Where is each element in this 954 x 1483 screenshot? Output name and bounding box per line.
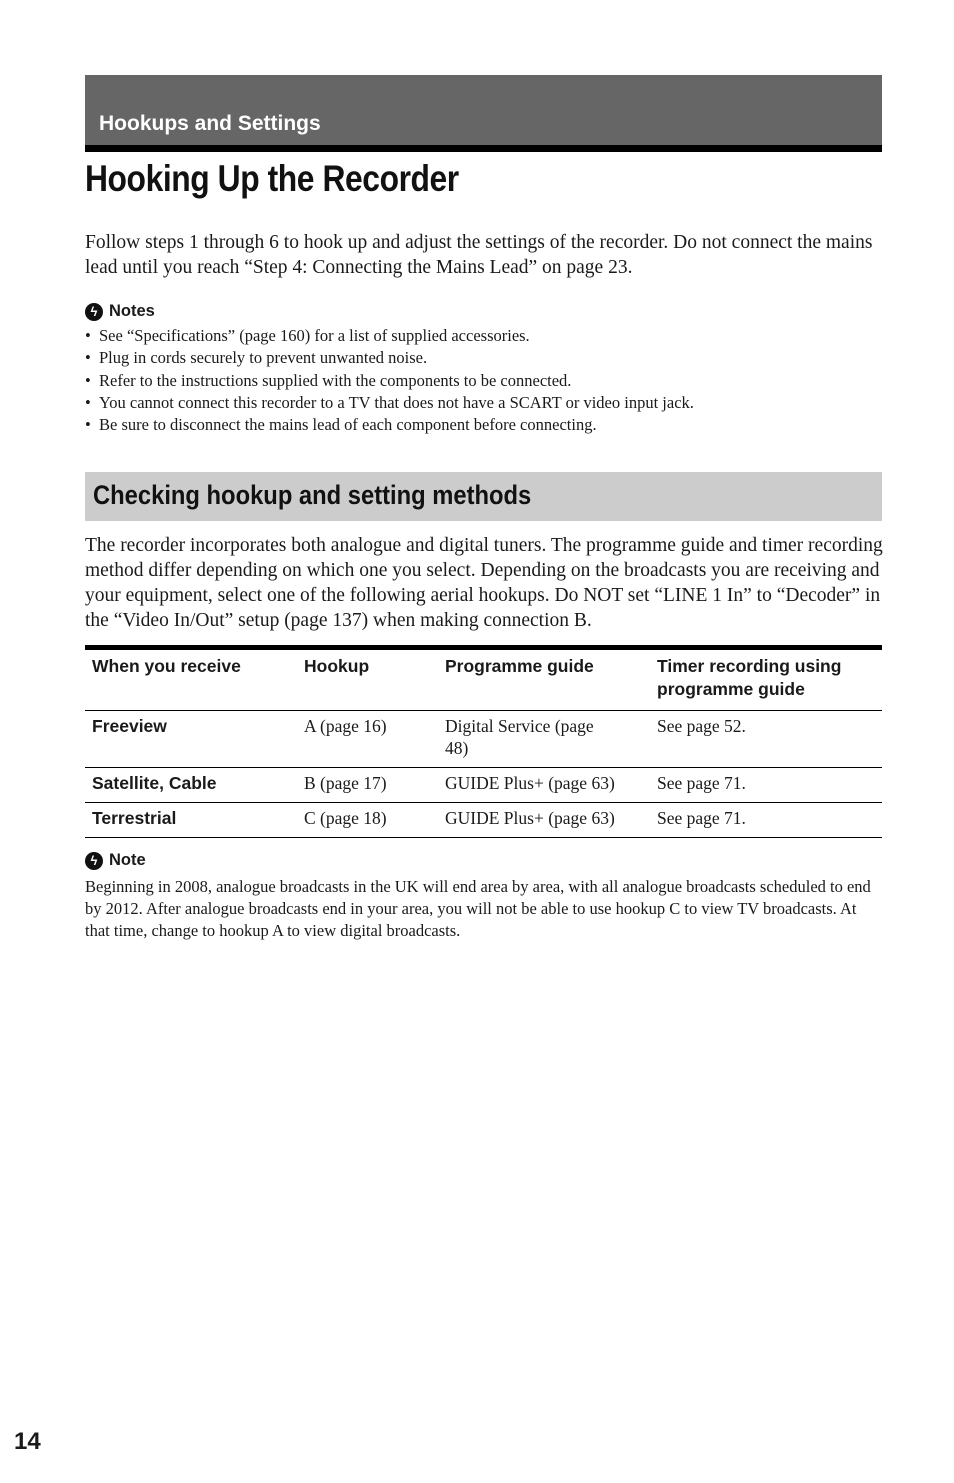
note-heading-label: Note: [109, 851, 146, 869]
table-cell: GUIDE Plus+ (page 63): [438, 803, 650, 838]
table-cell: Satellite, Cable: [85, 768, 297, 803]
column-header: When you receive: [85, 648, 297, 711]
table-cell: C (page 18): [297, 803, 438, 838]
subsection-heading-bar: [85, 472, 882, 521]
section-banner: [85, 75, 882, 152]
table-row: [85, 711, 882, 768]
column-header: Timer recording using programme guide: [650, 648, 882, 711]
intro-paragraph: Follow steps 1 through 6 to hook up and adjust the settings of the recorder. Do not connect the mains lead until you reach “Step 4: Connecting the Mains Lead” on page 23.: [85, 232, 873, 278]
note-text: Beginning in 2008, analogue broadcasts in the UK will end area by area, with all analogue broadcasts scheduled to end by 2012. After analogue broadcasts end in your area, you will not be able to use hookup C to view TV broadcasts. At that time, change to hookup A to view digital broadcasts.: [85, 877, 871, 940]
page-title: Hooking Up the Recorder: [85, 158, 459, 199]
note-item: • See “Specifications” (page 160) for a list of supplied accessories.: [85, 325, 694, 347]
table-cell: See page 71.: [650, 803, 882, 838]
table-cell: A (page 16): [297, 711, 438, 768]
column-header: Programme guide: [438, 648, 650, 711]
hookup-table: [85, 645, 882, 838]
table-header-row: [85, 648, 882, 711]
note-item: • Refer to the instructions supplied with the components to be connected.: [85, 370, 694, 392]
table-cell: GUIDE Plus+ (page 63): [438, 768, 650, 803]
table-cell: Freeview: [85, 711, 297, 768]
table-cell: Terrestrial: [85, 803, 297, 838]
table-cell: Digital Service (page 48): [438, 711, 650, 768]
section-label: Hookups and Settings: [99, 112, 321, 135]
note-icon: ϟ: [85, 303, 103, 321]
table-cell: See page 52.: [650, 711, 882, 768]
notes-list: [85, 325, 694, 436]
note-heading: [85, 851, 146, 870]
notes-heading: [85, 302, 155, 321]
subsection-heading: Checking hookup and setting methods: [93, 480, 532, 510]
subsection-paragraph: The recorder incorporates both analogue and digital tuners. The programme guide and timer recording method differ depending on which one you select. Depending on the broadcasts you are receiving and your equipment, select one of the following aerial hookups. Do NOT set “LINE 1 In” to “Decoder” in the “Video In/Out” setup (page 137) when making connection B.: [85, 535, 883, 631]
table-cell: B (page 17): [297, 768, 438, 803]
note-item: • Be sure to disconnect the mains lead of each component before connecting.: [85, 414, 694, 436]
note-item: • You cannot connect this recorder to a TV that does not have a SCART or video input jack.: [85, 392, 694, 414]
note-item: • Plug in cords securely to prevent unwanted noise.: [85, 347, 694, 369]
table-row: [85, 803, 882, 838]
table-row: [85, 768, 882, 803]
column-header: Hookup: [297, 648, 438, 711]
page-number: 14: [14, 1428, 41, 1455]
note-icon: ϟ: [85, 852, 103, 870]
table-cell: See page 71.: [650, 768, 882, 803]
notes-heading-label: Notes: [109, 302, 155, 320]
